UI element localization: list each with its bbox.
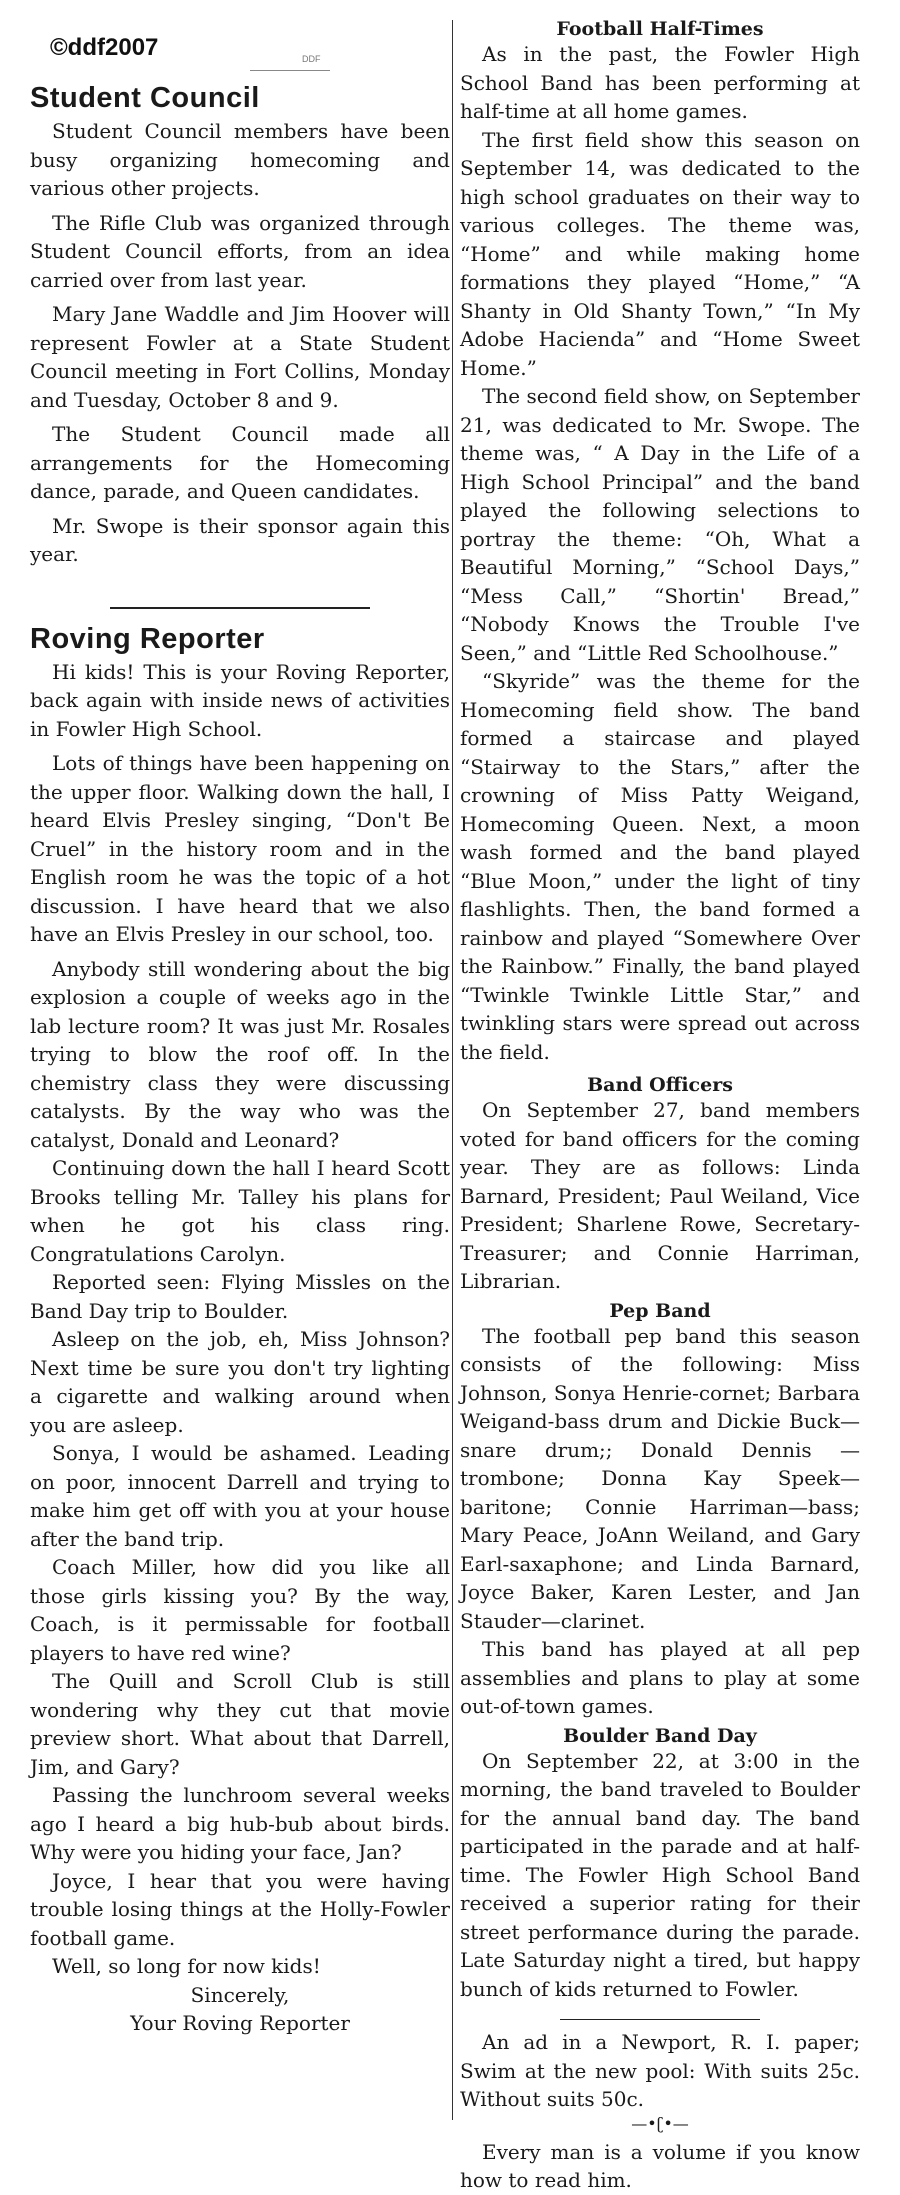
copyright-watermark: ©ddf2007 bbox=[50, 34, 159, 61]
roving-reporter-paragraph: Anybody still wondering about the big explosion a couple of weeks ago in the lab lecture room? It was just Mr. Rosales trying to blow the roof off. In the chemistry class they were discussing catalysts. By the way who was the catalyst, Donald and Leonard? bbox=[30, 956, 450, 1152]
pep-band-paragraph: The football pep band this season consists of the following: Miss Johnson, Sonya Henrie-cornet; Barbara Weigand-bass drum and Dickie Buck—snare drum;; Donald Dennis — trombone; Donna Kay Speek—baritone; Connie Harriman—bass; Mary Peace, JoAnn Weiland, and Gary Earl-saxaphone; and Linda Barnard, Joyce Baker, Karen Lester, and Jan Stauder—clarinet. bbox=[460, 1323, 860, 1633]
right-column bbox=[460, 0, 860, 2195]
left-column bbox=[30, 0, 450, 2038]
roving-reporter-paragraph: Coach Miller, how did you like all those girls kissing you? By the way, Coach, is it permissable for football players to have red wine? bbox=[30, 1555, 450, 1665]
roving-reporter-paragraph: Continuing down the hall I heard Scott Brooks telling Mr. Talley his plans for when he got his class ring. Congratulations Carolyn. bbox=[30, 1156, 450, 1266]
student-council-paragraph: Mr. Swope is their sponsor again this year. bbox=[30, 513, 450, 566]
football-halftimes-paragraph: The second field show, on September 21, was dedicated to Mr. Swope. The theme was, “ A Day in the Life of a High School Principal” and the band played the following selections to portray the theme: “Oh, What a Beautiful Morning,” “School Days,” “Mess Call,” “Shortin' Bread,” “Nobody Knows the Trouble I've Seen,” and “Little Red Schoolhouse.” bbox=[460, 384, 860, 665]
roving-reporter-headline: Roving Reporter bbox=[30, 622, 265, 655]
student-council-paragraph: The Rifle Club was organized through Student Council efforts, from an idea carried over from last year. bbox=[30, 210, 450, 292]
pep-band-paragraph: This band has played at all pep assemblies and plans to play at some out-of-town games. bbox=[460, 1637, 860, 1718]
newport-ad-item: An ad in a Newport, R. I. paper; Swim at the new pool: With suits 25c. Without suits 50c. bbox=[460, 2030, 860, 2111]
roving-reporter-paragraph: Asleep on the job, eh, Miss Johnson? Next time be sure you don't try lighting a cigarette and walking around when you are asleep. bbox=[30, 1327, 450, 1437]
signature: Your Roving Reporter bbox=[130, 2011, 350, 2035]
roving-reporter-paragraph: The Quill and Scroll Club is still wondering why they cut that movie preview short. What about that Darrell, Jim, and Gary? bbox=[30, 1669, 450, 1779]
student-council-paragraph: Mary Jane Waddle and Jim Hoover will represent Fowler at a State Student Council meeting in Fort Collins, Monday and Tuesday, October 8 and 9. bbox=[30, 302, 450, 412]
boulder-band-day-paragraph: On September 22, at 3:00 in the morning, the band traveled to Boulder for the annual band day. The band participated in the parade and at half-time. The Fowler High School Band received a superior rating for their street performance during the parade. Late Saturday night a tired, but happy bunch of kids returned to Fowler. bbox=[460, 1748, 860, 2001]
roving-reporter-paragraph: Sonya, I would be ashamed. Leading on poor, innocent Darrell and trying to make him get off with you at your house after the band trip. bbox=[30, 1441, 450, 1551]
closing-salutation: Sincerely, bbox=[190, 1982, 290, 2007]
roving-reporter-paragraph: Lots of things have been happening on the upper floor. Walking down the hall, I heard Elvis Presley singing, “Don't Be Cruel” in the history room and in the English room he was the topic of a hot discussion. I have heard that we also have an Elvis Presley in our school, too. bbox=[30, 751, 450, 946]
football-halftimes-paragraph: As in the past, the Fowler High School Band has been performing at half-time at all home games. bbox=[460, 42, 860, 123]
ddf-mark: DDF bbox=[302, 54, 321, 64]
student-council-paragraph: Student Council members have been busy organizing homecoming and various other projects. bbox=[30, 119, 450, 200]
boulder-band-day-headline: Boulder Band Day bbox=[563, 1724, 757, 1747]
football-halftimes-paragraph: “Skyride” was the theme for the Homecoming field show. The band formed a staircase and played “Stairway to the Stars,” after the crowning of Miss Patty Weigand, Homecoming Queen. Next, a moon wash formed and the band played “Blue Moon,” under the light of tiny flashlights. Then, the band formed a rainbow and played “Somewhere Over the Rainbow.” Finally, the band played “Twinkle Twinkle Little Star,” and twinkling stars were spread out across the field. bbox=[460, 669, 860, 1064]
closing-quote: Every man is a volume if you know how to read him. bbox=[460, 2139, 860, 2192]
student-council-paragraph: The Student Council made all arrangements for the Homecoming dance, parade, and Queen candidates. bbox=[30, 422, 450, 503]
roving-reporter-paragraph: Passing the lunchroom several weeks ago I heard a big hub-bub about birds. Why were you hiding your face, Jan? bbox=[30, 1783, 450, 1864]
football-halftimes-paragraph: The first field show this season on September 14, was dedicated to the high school graduates on their way to various colleges. The theme was, “Home” and while making home formations they played “Home,” “A Shanty in Old Shanty Town,” “In My Adobe Hacienda” and “Home Sweet Home.” bbox=[460, 127, 860, 380]
roving-reporter-paragraph: Joyce, I hear that you were having trouble losing things at the Holly-Fowler football game. bbox=[30, 1868, 450, 1950]
column-divider bbox=[452, 20, 453, 2120]
band-officers-paragraph: On September 27, band members voted for band officers for the coming year. They are as follows: Linda Barnard, President; Paul Weiland, Vice President; Sharlene Rowe, Secretary-Treasurer; and Connie Harriman, Librarian. bbox=[460, 1098, 860, 1293]
roving-reporter-paragraph: Well, so long for now kids! bbox=[52, 1954, 321, 1978]
student-council-headline: Student Council bbox=[30, 82, 260, 114]
roving-reporter-paragraph: Reported seen: Flying Missles on the Band Day trip to Boulder. bbox=[30, 1270, 450, 1323]
band-officers-headline: Band Officers bbox=[587, 1074, 733, 1096]
ornament-divider: —•ʗ•— bbox=[631, 2113, 689, 2133]
roving-reporter-paragraph: Hi kids! This is your Roving Reporter, back again with inside news of activities in Fowler High School. bbox=[30, 659, 450, 741]
pep-band-headline: Pep Band bbox=[609, 1299, 711, 1322]
football-halftimes-headline: Football Half-Times bbox=[556, 18, 764, 40]
